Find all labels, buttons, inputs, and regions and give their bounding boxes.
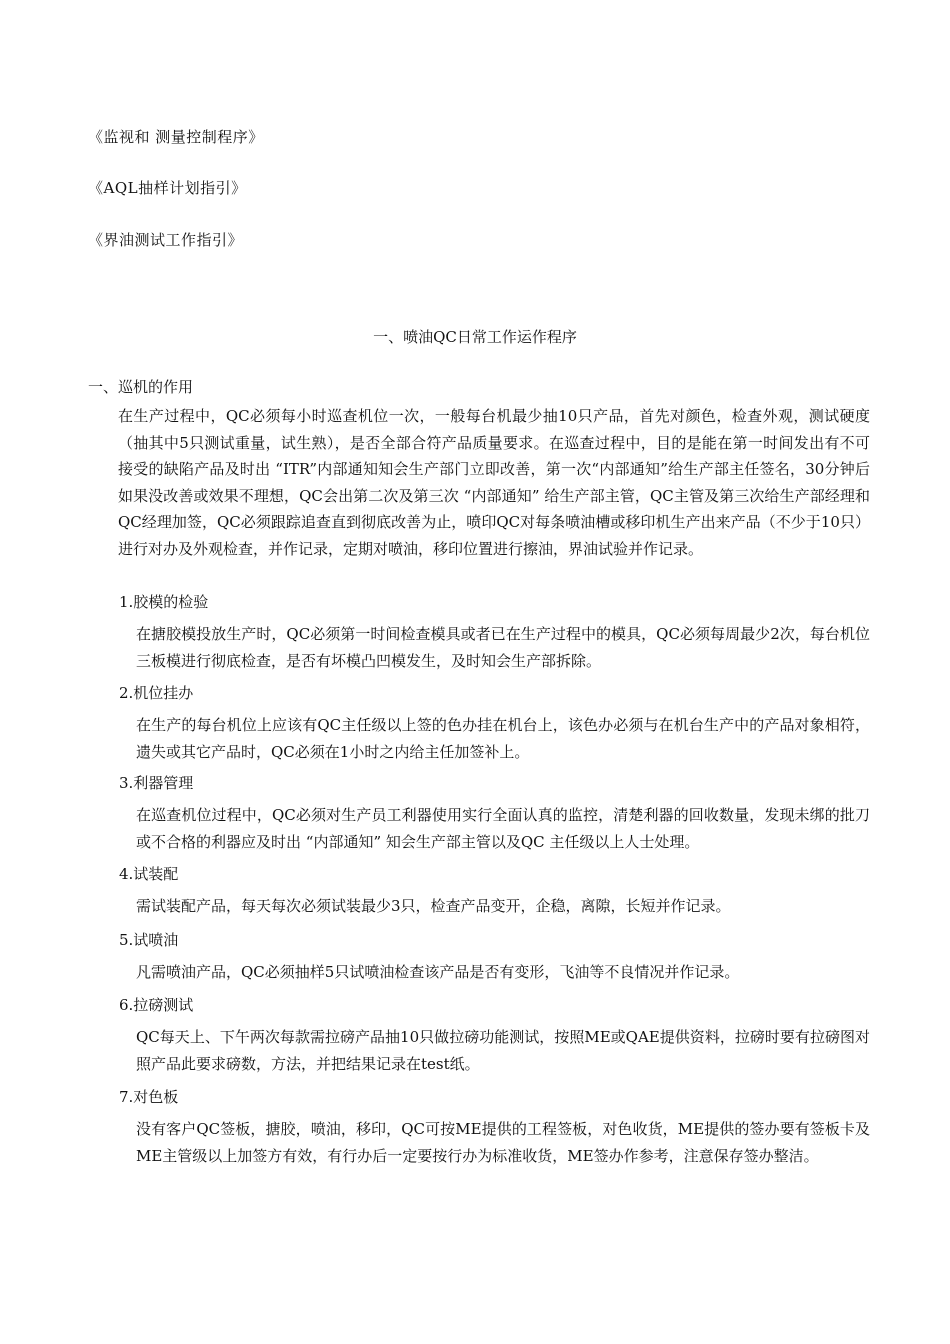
item-heading-mold-inspection: 1.胶模的检验	[119, 593, 209, 611]
document-title: 一、喷油QC日常工作运作程序	[373, 328, 577, 346]
item-heading-machine-sample: 2.机位挂办	[119, 684, 194, 702]
reference-oil-test-guide: 《界油测试工作指引》	[88, 231, 244, 249]
item-heading-sharp-tools: 3.利器管理	[119, 774, 194, 792]
section-heading: 一、巡机的作用	[88, 378, 194, 396]
item-heading-color-board: 7.对色板	[119, 1088, 179, 1106]
item-text-mold-inspection: 在搪胶模投放生产时，QC必须第一时间检查模具或者已在生产过程中的模具，QC必须每周最少2次，每台机位三板模进行彻底检查，是否有坏模凸凹模发生，及时知会生产部拆除。	[136, 625, 870, 670]
item-text-pull-test: QC每天上、下午两次每款需拉磅产品抽10只做拉磅功能测试，按照ME或QAE提供资料，拉磅时要有拉磅图对照产品此要求磅数，方法，并把结果记录在test纸。	[136, 1028, 870, 1073]
item-text-machine-sample: 在生产的每台机位上应该有QC主任级以上签的色办挂在机台上，该色办必须与在机台生产中的产品对象相符，遗失或其它产品时，QC必须在1小时之内给主任加签补上。	[136, 716, 870, 761]
reference-monitoring-procedure: 《监视和 测量控制程序》	[88, 128, 264, 146]
item-heading-trial-spray: 5.试喷油	[119, 931, 179, 949]
item-text-sharp-tools: 在巡查机位过程中，QC必须对生产员工利器使用实行全面认真的监控，清楚利器的回收数量，发现未绑的批刀或不合格的利器应及时出 “内部通知” 知会生产部主管以及QC 主任级以上人士处理。	[136, 806, 870, 851]
reference-aql-sampling-guide: 《AQL抽样计划指引》	[88, 179, 247, 197]
item-text-color-board: 没有客户QC签板，搪胶，喷油，移印，QC可按ME提供的工程签板，对色收货，ME提供的签办要有签板卡及ME主管级以上加签方有效，有行办后一定要按行办为标准收货，ME签办作参考，注意保存签办整洁。	[136, 1120, 870, 1165]
item-text-trial-spray: 凡需喷油产品，QC必须抽样5只试喷油检查该产品是否有变形，飞油等不良情况并作记录。	[136, 963, 740, 981]
item-heading-pull-test: 6.拉磅测试	[119, 996, 194, 1014]
section-intro-paragraph: 在生产过程中，QC必须每小时巡查机位一次，一般每台机最少抽10只产品，首先对颜色，检查外观，测试硬度（抽其中5只测试重量，试生熟），是否全部合符产品质量要求。在巡查过程中，目的是能在第一时间发出有不可接受的缺陷产品及时出 “ITR”内部通知知会生产部门立即改善，第一次“内部通知”给生产部主任签名，30分钟后如果没改善或效果不理想，QC会出第二次及第三次 “内部通知” 给生产部主管，QC主管及第三次给生产部经理和QC经理加签，QC必须跟踪追查直到彻底改善为止，喷印QC对每条喷油槽或移印机生产出来产品（不少于10只）进行对办及外观检查，并作记录，定期对喷油，移印位置进行擦油，界油试验并作记录。	[118, 407, 870, 558]
item-heading-trial-assembly: 4.试装配	[119, 865, 179, 883]
item-text-trial-assembly: 需试装配产品，每天每次必须试装最少3只，检查产品变开，企稳，离隙，长短并作记录。	[136, 897, 731, 915]
